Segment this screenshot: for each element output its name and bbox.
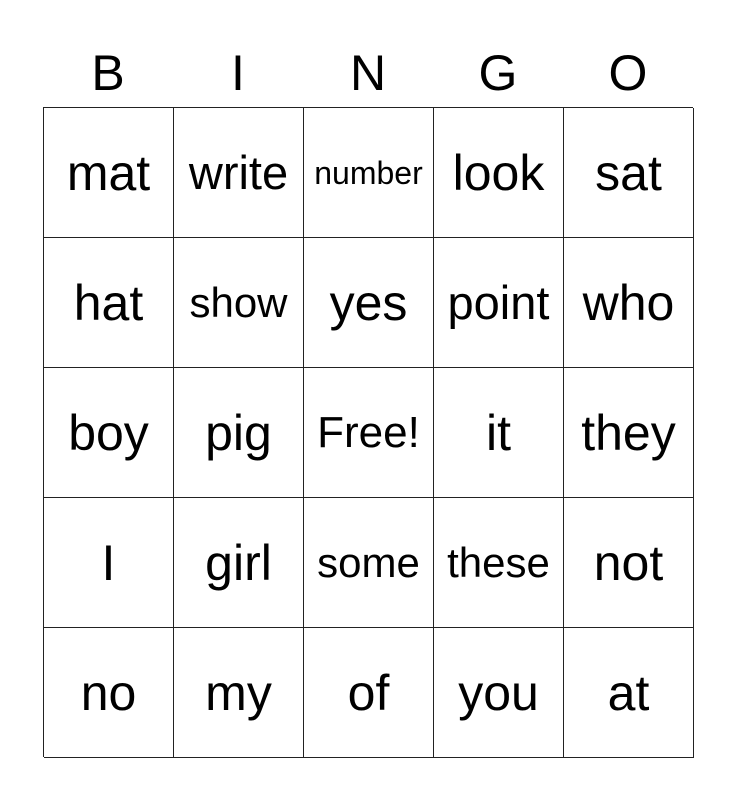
bingo-cell[interactable]: who: [564, 238, 694, 368]
bingo-cell[interactable]: my: [174, 628, 304, 758]
bingo-cell[interactable]: at: [564, 628, 694, 758]
bingo-cell[interactable]: no: [44, 628, 174, 758]
bingo-cell[interactable]: point: [434, 238, 564, 368]
bingo-cell[interactable]: not: [564, 498, 694, 628]
header-letter-i: I: [231, 45, 245, 101]
free-space-cell[interactable]: Free!: [304, 368, 434, 498]
header-letter-b: B: [91, 45, 125, 101]
bingo-cell[interactable]: these: [434, 498, 564, 628]
header-letter-n: N: [349, 45, 387, 101]
bingo-cell[interactable]: it: [434, 368, 564, 498]
bingo-cell[interactable]: look: [434, 108, 564, 238]
bingo-board: [43, 107, 693, 757]
bingo-cell[interactable]: boy: [44, 368, 174, 498]
bingo-cell[interactable]: I: [44, 498, 174, 628]
bingo-cell[interactable]: mat: [44, 108, 174, 238]
bingo-cell[interactable]: number: [304, 108, 434, 238]
bingo-cell[interactable]: you: [434, 628, 564, 758]
bingo-cell[interactable]: sat: [564, 108, 694, 238]
bingo-cell[interactable]: write: [174, 108, 304, 238]
bingo-cell[interactable]: hat: [44, 238, 174, 368]
bingo-cell[interactable]: of: [304, 628, 434, 758]
bingo-cell[interactable]: they: [564, 368, 694, 498]
bingo-header: [43, 40, 693, 106]
bingo-cell[interactable]: some: [304, 498, 434, 628]
bingo-cell[interactable]: show: [174, 238, 304, 368]
bingo-cell[interactable]: yes: [304, 238, 434, 368]
bingo-cell[interactable]: pig: [174, 368, 304, 498]
bingo-cell[interactable]: girl: [174, 498, 304, 628]
header-letter-g: G: [478, 45, 518, 101]
header-letter-o: O: [608, 45, 648, 101]
